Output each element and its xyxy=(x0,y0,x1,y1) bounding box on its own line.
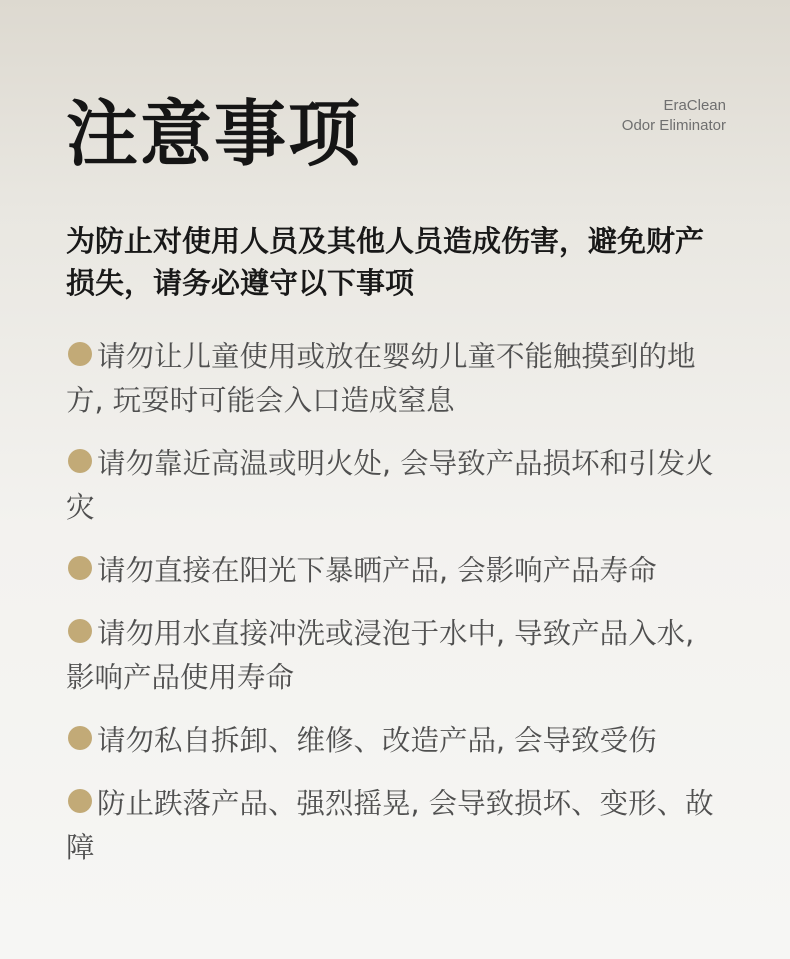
bullet-dot-icon xyxy=(68,556,92,580)
precaution-text: 请勿靠近高温或明火处, 会导致产品损坏和引发火灾 xyxy=(66,447,714,524)
precaution-text: 请勿私自拆卸、维修、改造产品, 会导致受伤 xyxy=(97,724,657,757)
bullet-dot-icon xyxy=(68,619,92,643)
brand-product: Odor Eliminator xyxy=(621,117,726,134)
precaution-text: 防止跌落产品、强烈摇晃, 会导致损坏、变形、故障 xyxy=(66,787,714,864)
precaution-item xyxy=(66,782,726,870)
precaution-text: 请勿让儿童使用或放在婴幼儿童不能触摸到的地方, 玩耍时可能会入口造成窒息 xyxy=(66,340,696,417)
bullet-dot-icon xyxy=(68,789,92,813)
precaution-text: 请勿用水直接冲洗或浸泡于水中, 导致产品入水, 影响产品使用寿命 xyxy=(66,617,695,694)
bullet-dot-icon xyxy=(68,726,92,750)
page-title: 注意事项 xyxy=(66,92,363,176)
intro-text: 为防止对使用人员及其他人员造成伤害，避免财产损失，请务必遵守以下事项 xyxy=(66,224,705,300)
precaution-item xyxy=(66,719,726,763)
precaution-text: 请勿直接在阳光下暴晒产品, 会影响产品寿命 xyxy=(97,554,657,587)
precaution-item xyxy=(66,612,726,700)
bullet-dot-icon xyxy=(68,342,92,366)
precaution-list xyxy=(66,335,726,870)
precaution-item xyxy=(66,335,726,423)
precaution-item xyxy=(66,442,726,530)
precaution-item xyxy=(66,549,726,593)
brand-name: EraClean xyxy=(663,97,726,114)
brand-label xyxy=(622,96,726,136)
bullet-dot-icon xyxy=(68,449,92,473)
